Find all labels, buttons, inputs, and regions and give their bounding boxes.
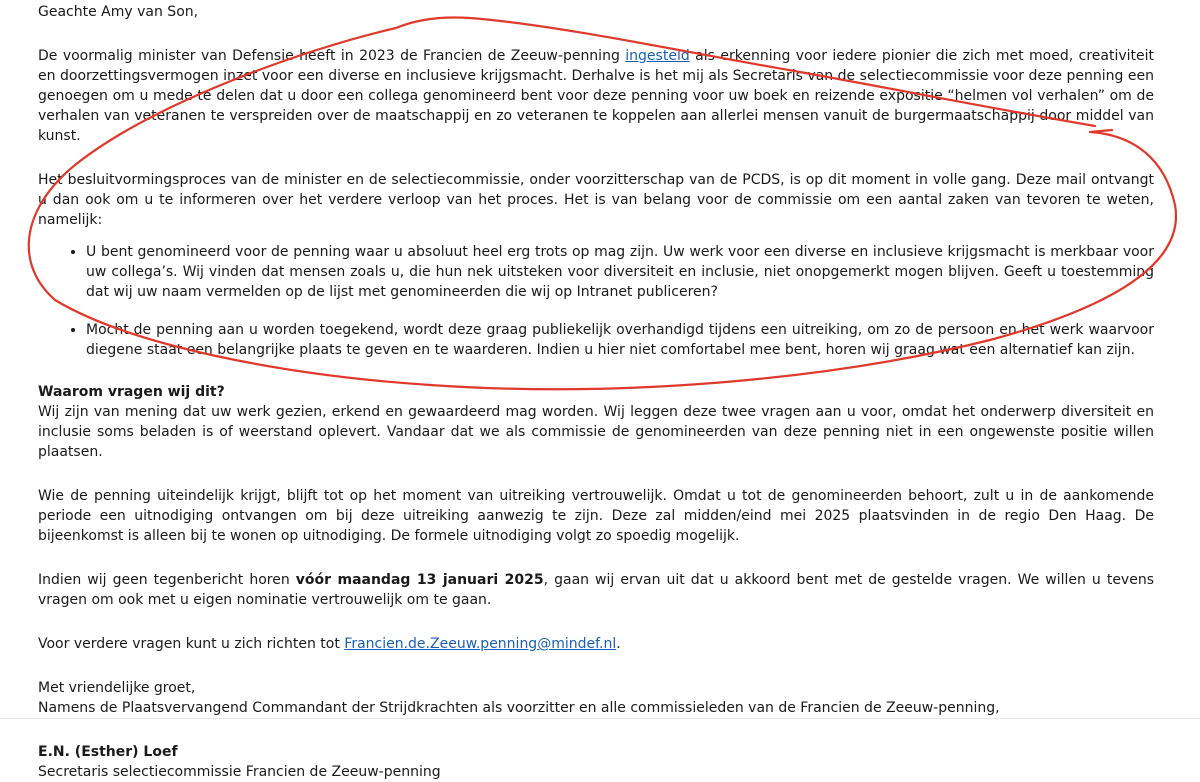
intro-text-start: De voormalig minister van Defensie heeft in 2023 de Francien de Zeeuw-penning — [38, 48, 626, 64]
deadline-text-end: , gaan wij ervan uit dat u akkoord bent met de gestelde vragen. We willen u tevens vragen om ook met u eigen nominatie vertrouwelijk om te gaan. — [38, 572, 1154, 608]
question-list — [38, 242, 1154, 360]
ingesteld-link[interactable]: ingesteld — [625, 48, 690, 64]
intro-paragraph — [38, 46, 1154, 146]
confidential-paragraph: Wie de penning uiteindelijk krijgt, blijft tot op het moment van uitreiking vertrouwelijk. Omdat u tot de genomineerden behoort, zult u in de aankomende periode een uitnodiging ontvangen om bij deze uitreiking aanwezig te zijn. Deze zal midden/eind mei 2025 plaatsvinden in de regio Den Haag. De bijeenkomst is alleen bij te wonen op uitnodiging. De formele uitnodiging volgt zo spoedig mogelijk. — [38, 488, 1154, 544]
list-item: • U bent genomineerd voor de penning waar u absoluut heel erg trots op mag zijn. Uw werk voor een diverse en inclusieve krijgsmacht is merkbaar voor uw collega’s. Wij vinden dat mensen zoals u, die hun nek uitsteken voor diversiteit en inclusie, niet onopgemerkt mogen blijven. Geeft u toestemming dat wij uw naam vermelden op de lijst met genomineerden die wij op Intranet publiceren? — [86, 242, 1154, 302]
on-behalf-line: Namens de Plaatsvervangend Commandant der Strijdkrachten als voorzitter en alle commissieleden van de Francien de Zeeuw-penning, — [38, 700, 1000, 716]
why-paragraph: Wij zijn van mening dat uw werk gezien, erkend en gewaardeerd mag worden. Wij leggen deze twee vragen aan u voor, omdat het onderwerp diversiteit en inclusie soms beladen is of weerstand oplevert. Vandaar dat we als commissie de genomineerden van deze penning niet in een ongewenste positie willen plaatsen. — [38, 404, 1154, 460]
contact-paragraph — [38, 634, 1154, 654]
why-heading: Waarom vragen wij dit? — [38, 384, 225, 400]
deadline-paragraph — [38, 570, 1154, 610]
contact-text: Voor verdere vragen kunt u zich richten tot — [38, 636, 345, 652]
deadline-date: vóór maandag 13 januari 2025 — [295, 572, 544, 588]
salutation: Geachte Amy van Son, — [38, 4, 199, 20]
signature-title: Secretaris selectiecommissie Francien de Zeeuw-penning — [38, 764, 441, 780]
contact-email-link[interactable]: Francien.de.Zeeuw.penning@mindef.nl — [344, 636, 617, 652]
deadline-text-start: Indien wij geen tegenbericht horen — [38, 572, 296, 588]
intro-text-end: als erkenning voor iedere pionier die zich met moed, creativiteit en doorzettingsvermogen inzet voor een diverse en inclusieve krijgsmacht. Derhalve is het mij als Secretaris van de selectiecommissie voor deze penning een genoegen om u mede te delen dat u door een collega genomineerd bent voor deze penning voor uw boek en reizende expositie “helmen vol verhalen” om de verhalen van veteranen te verspreiden over de maatschappij en zo veteranen te koppelen aan allerlei mensen vanuit de burgermaatschappij door middel van kunst. — [38, 48, 1154, 144]
list-item: • Mocht de penning aan u worden toegekend, wordt deze graag publiekelijk overhandigd tijdens een uitreiking, om zo de persoon en het werk waarvoor diegene staat een belangrijke plaats te geven en te waarderen. Indien u hier niet comfortabel mee bent, horen wij graag wat een alternatief kan zijn. — [86, 320, 1154, 360]
process-paragraph: Het besluitvormingsproces van de minister en de selectiecommissie, onder voorzitterschap van de PCDS, is op dit moment in volle gang. Deze mail ontvangt u dan ook om u te informeren over het verdere verloop van het proces. Het is van belang voor de commissie om een aantal zaken van tevoren te weten, namelijk: — [38, 172, 1154, 228]
email-body — [38, 0, 1154, 782]
contact-period: . — [616, 636, 621, 652]
bottom-divider — [0, 718, 1200, 719]
signature-name: E.N. (Esther) Loef — [38, 744, 178, 760]
closing: Met vriendelijke groet, — [38, 680, 196, 696]
